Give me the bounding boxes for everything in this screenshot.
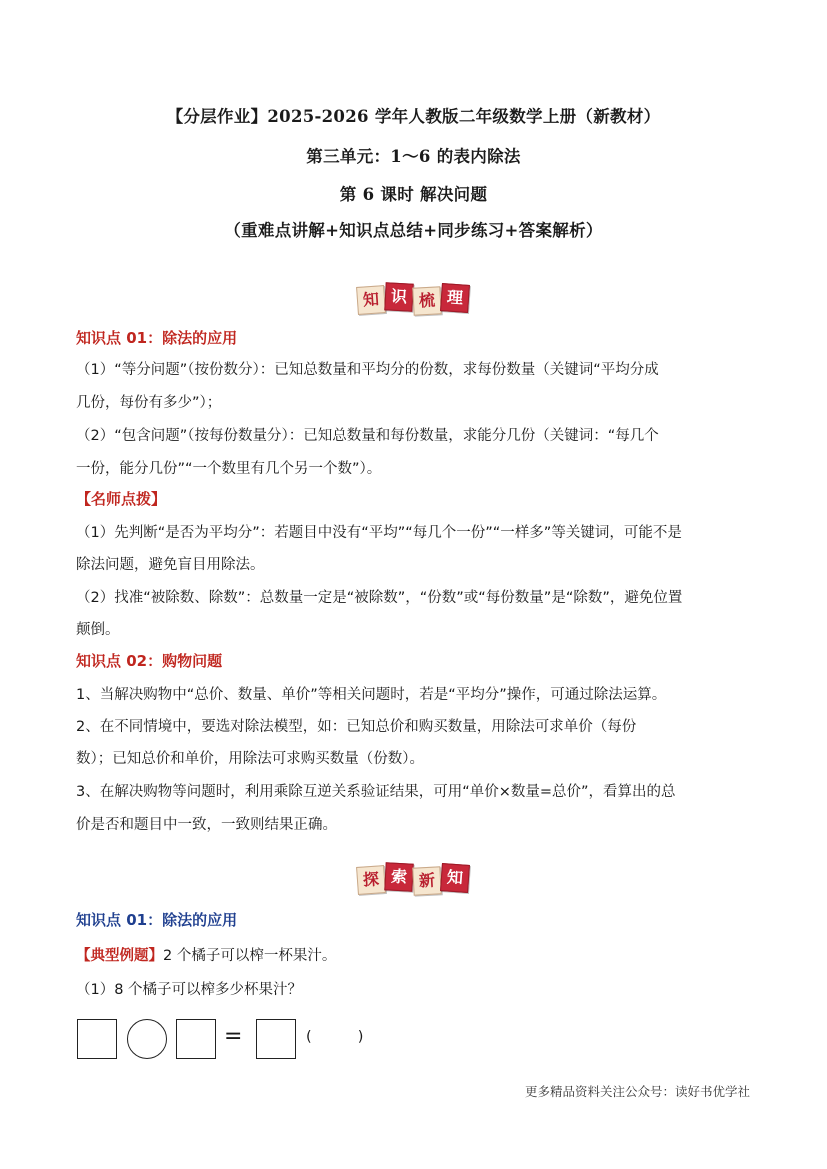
- banner-char: 探: [356, 865, 386, 895]
- knowledge-point-01-heading-2: 知识点 01：除法的应用: [76, 911, 238, 929]
- paragraph-line: 1、当解决购物中“总价、数量、单价”等相关问题时，若是“平均分”操作，可通过除法运算。: [76, 687, 667, 703]
- paragraph-line: 几份，每份有多少”）；: [76, 395, 222, 411]
- answer-square-3[interactable]: [256, 1019, 296, 1059]
- paragraph-line: 颠倒。: [76, 622, 120, 638]
- banner-char: 识: [384, 282, 413, 311]
- banner-char: 知: [356, 285, 386, 315]
- unit-title: 第三单元：1～6 的表内除法: [306, 147, 521, 166]
- lesson-title: 第 6 课时 解决问题: [339, 185, 488, 204]
- paragraph-line: 3、在解决购物等问题时，利用乘除互逆关系验证结果，可用“单价×数量=总价”，看算出的总: [76, 784, 676, 800]
- example-line: [76, 944, 336, 965]
- paragraph-line: （2）“包含问题”（按每份数量分）：已知总数量和每份数量，求能分几份（关键词：“每几个: [76, 428, 659, 444]
- equals-sign: =: [224, 1024, 243, 1049]
- explore-new-knowledge-banner: [357, 862, 471, 894]
- banner-char: 知: [440, 863, 470, 893]
- banner-char: 索: [384, 862, 413, 891]
- answer-square-1[interactable]: [77, 1019, 117, 1059]
- teacher-tips-heading: 【名师点拨】: [76, 490, 167, 508]
- knowledge-review-banner: [357, 282, 471, 314]
- example-label: 【典型例题】: [76, 948, 163, 964]
- operator-circle[interactable]: [127, 1019, 167, 1059]
- knowledge-point-01-heading: 知识点 01：除法的应用: [76, 329, 238, 347]
- paragraph-line: 一份，能分几份”“一个数里有几个另一个数”）。: [76, 461, 382, 477]
- paragraph-line: 2、在不同情境中，要选对除法模型，如：已知总价和购买数量，用除法可求单价（每份: [76, 719, 637, 735]
- paragraph-line: 除法问题，避免盲目用除法。: [76, 557, 265, 573]
- subtitle: （重难点讲解+知识点总结+同步练习+答案解析）: [224, 221, 603, 240]
- paragraph-line: 数）；已知总价和单价，用除法可求购买数量（份数）。: [76, 751, 424, 767]
- paragraph-line: （2）找准“被除数、除数”：总数量一定是“被除数”，“份数”或“每份数量”是“除数”，避免位置: [76, 590, 683, 606]
- unit-blank[interactable]: ( ): [306, 1029, 364, 1045]
- example-text: 2 个橘子可以榨一杯果汁。: [163, 948, 337, 964]
- banner-char: 理: [440, 283, 470, 313]
- knowledge-point-02-heading: 知识点 02：购物问题: [76, 652, 223, 670]
- paragraph-line: （1）“等分问题”（按份数分）：已知总数量和平均分的份数，求每份数量（关键词“平均分成: [76, 362, 659, 378]
- banner-char: 新: [412, 866, 441, 895]
- answer-square-2[interactable]: [176, 1019, 216, 1059]
- paragraph-line: 价是否和题目中一致，一致则结果正确。: [76, 817, 337, 833]
- document-title: 【分层作业】2025-2026 学年人教版二年级数学上册（新教材）: [166, 107, 661, 126]
- footer-note: 更多精品资料关注公众号：读好书优学社: [524, 1084, 750, 1099]
- paragraph-line: （1）先判断“是否为平均分”：若题目中没有“平均”“每几个一份”“一样多”等关键词，可能不是: [76, 525, 682, 541]
- banner-char: 梳: [412, 286, 441, 315]
- question-1: （1）8 个橘子可以榨多少杯果汁？: [76, 982, 303, 998]
